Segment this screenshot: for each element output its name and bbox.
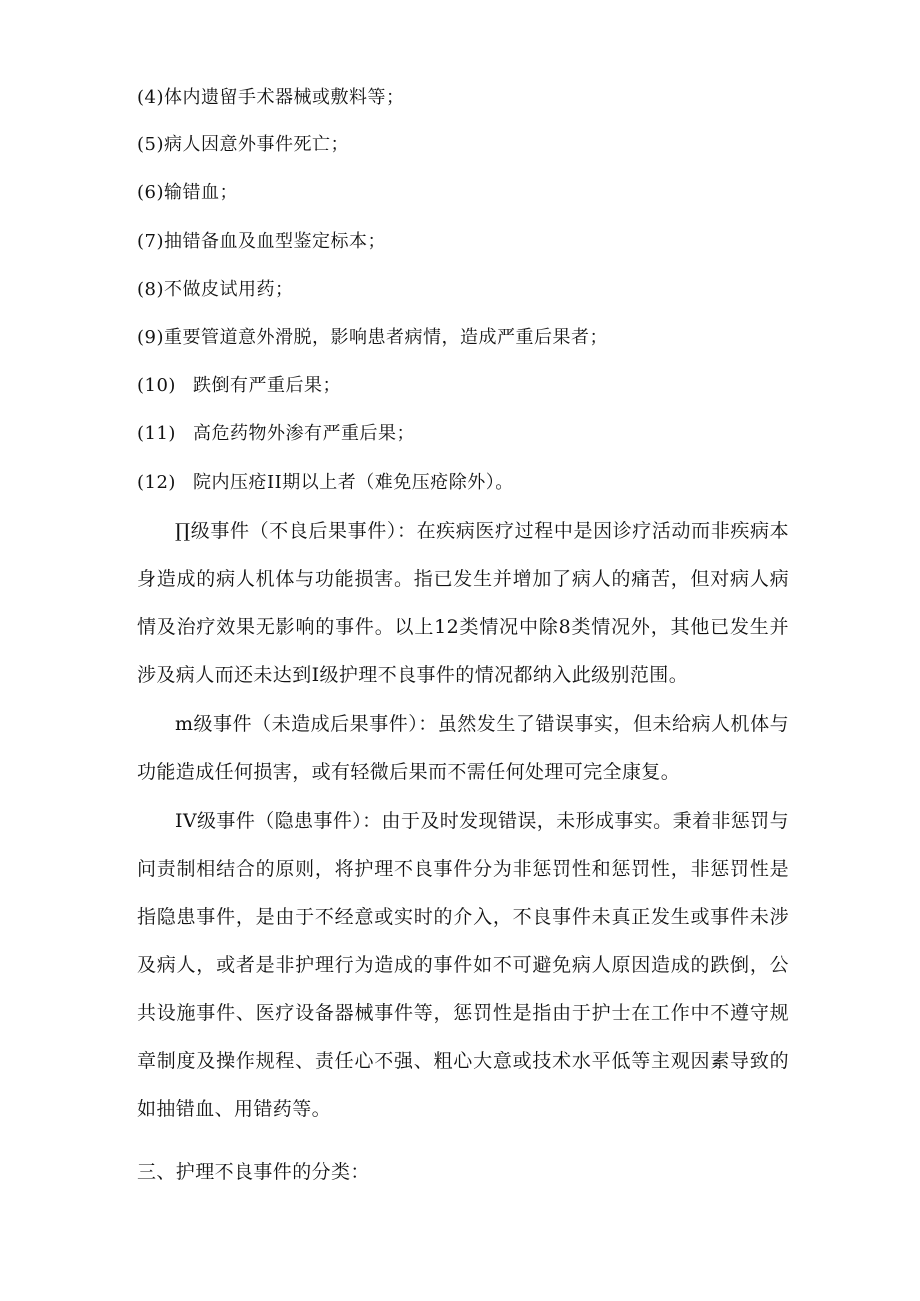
item-number: (5) [137, 134, 164, 155]
item-number: (9) [137, 327, 164, 348]
item-text: 重要管道意外滑脱，影响患者病情，造成严重后果者； [164, 327, 608, 348]
item-text: 输错血； [164, 182, 238, 203]
paragraph-level4-event: IV级事件（隐患事件）：由于及时发现错误，未形成事实。秉着非惩罚与问责制相结合的原则，将护理不良事件分为非惩罚性和惩罚性，非惩罚性是指隐患事件，是由于不经意或实时的介入，不良事件未真正发生或事件未涉及病人，或者是非护理行为造成的事件如不可避免病人原因造成的跌倒，公共设施事件、医疗设备器械事件等，惩罚性是指由于护士在工作中不遵守规章制度及操作规程、责任心不强、粗心大意或技术水平低等主观因素导致的如抽错血、用错药等。 [137, 810, 789, 1120]
item-number: (8) [137, 279, 164, 300]
item-number: (4) [137, 87, 164, 108]
item-text: 高危药物外渗有严重后果； [193, 423, 415, 444]
list-item [137, 230, 386, 254]
paragraph-level2-event: ∏级事件（不良后果事件）：在疾病医疗过程中是因诊疗活动而非疾病本身造成的病人机体与功能损害。指已发生并增加了病人的痛苦，但对病人病情及治疗效果无影响的事件。以上12类情况中除8类情况外，其他已发生并涉及病人而还未达到I级护理不良事件的情况都纳入此级别范围。 [137, 520, 789, 686]
item-text: 抽错备血及血型鉴定标本； [164, 231, 386, 252]
item-text: 跌倒有严重后果； [193, 375, 341, 396]
item-number: (6) [137, 182, 164, 203]
item-text: 不做皮试用药； [164, 279, 294, 300]
list-item [137, 86, 405, 110]
item-text: 病人因意外事件死亡； [164, 134, 349, 155]
paragraph-level3-event: m级事件（未造成后果事件）：虽然发生了错误事实，但未给病人机体与功能造成任何损害，或有轻微后果而不需任何处理可完全康复。 [137, 713, 789, 783]
list-item [137, 278, 294, 302]
item-text: 院内压疮II期以上者（难免压疮除外）。 [193, 472, 514, 493]
list-item [137, 471, 514, 495]
item-number: (12) [137, 472, 176, 493]
item-number: (11) [137, 423, 176, 444]
list-item [137, 326, 608, 350]
item-number: (7) [137, 231, 164, 252]
list-item [137, 374, 341, 398]
item-number: (10) [137, 375, 176, 396]
list-item [137, 422, 415, 446]
item-text: 体内遗留手术器械或敷料等； [164, 87, 405, 108]
list-item [137, 133, 349, 157]
list-item [137, 181, 238, 205]
section-heading: 三、护理不良事件的分类： [137, 1161, 370, 1183]
